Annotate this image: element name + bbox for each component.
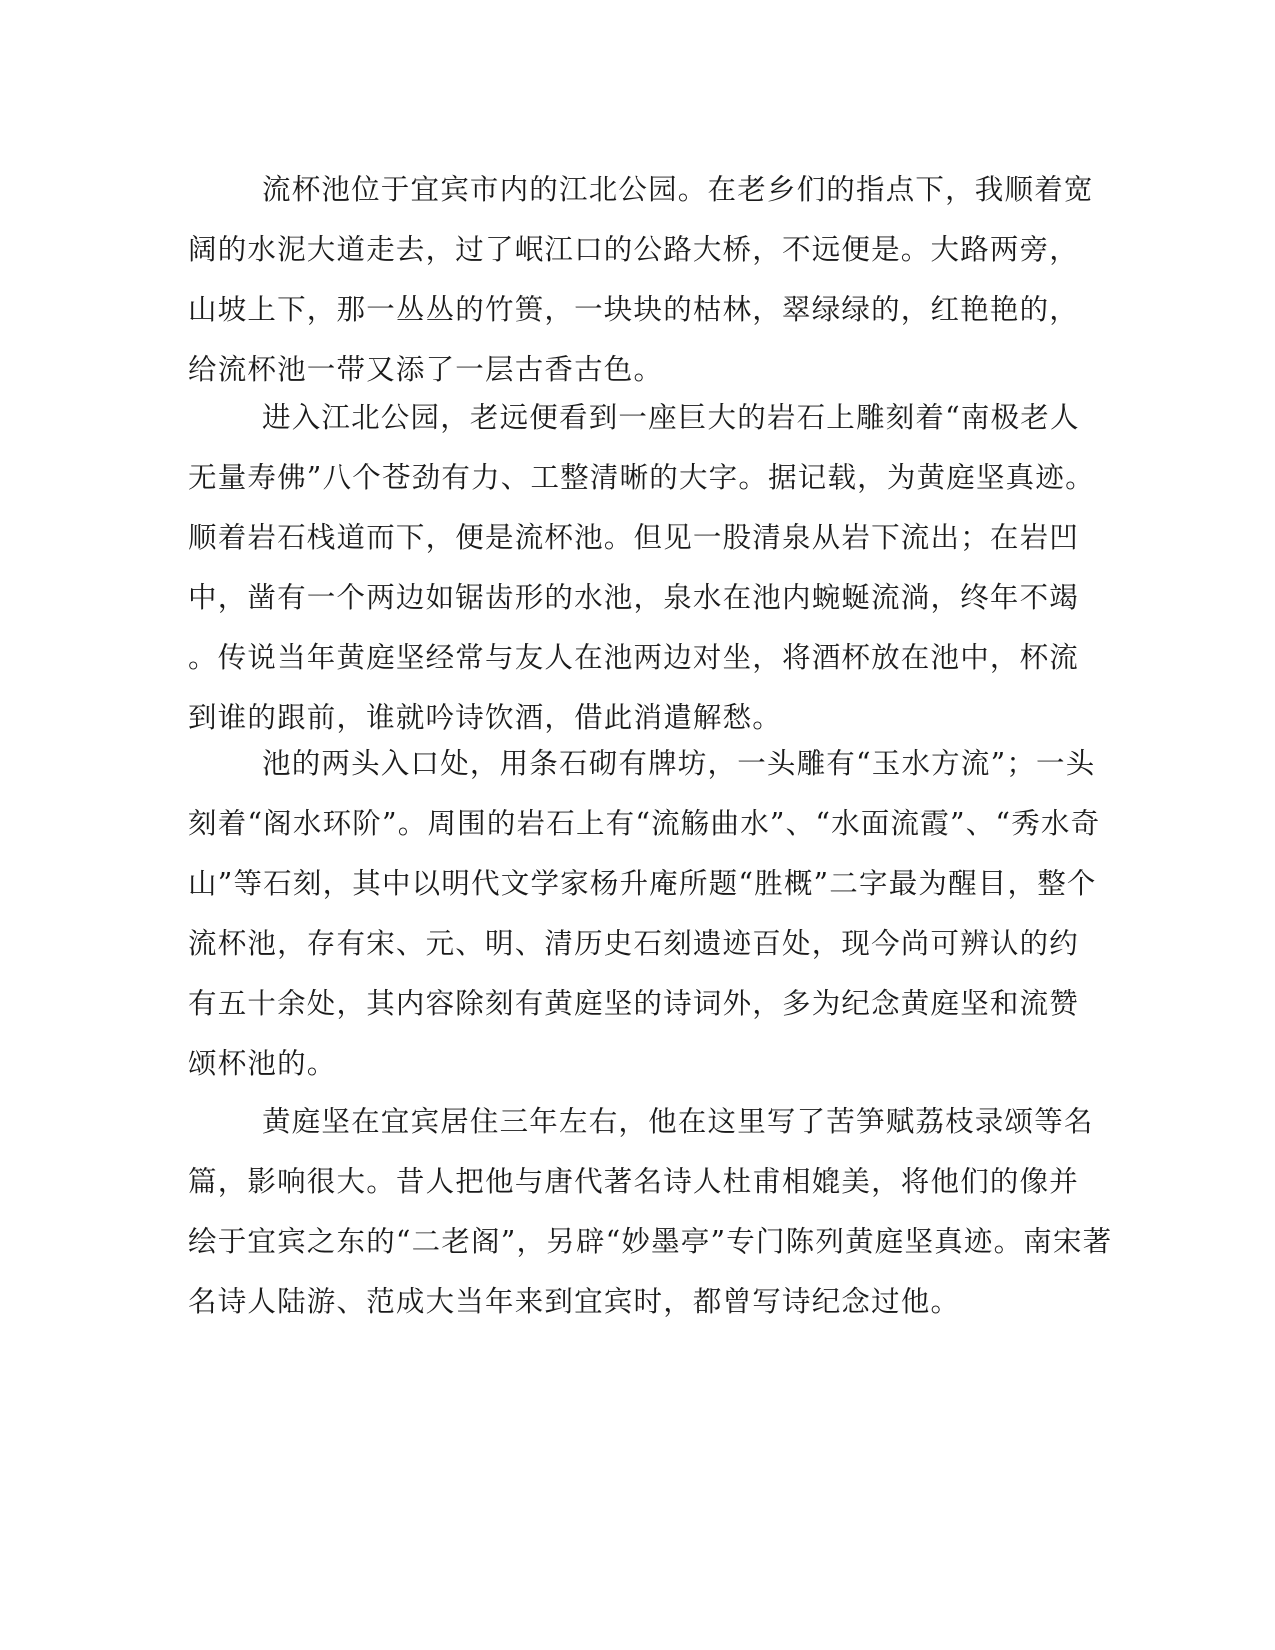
text-line: 顺着岩石栈道而下，便是流杯池。但见一股清泉从岩下流出；在岩凹	[188, 521, 1080, 554]
text-line: 给流杯池一带又添了一层古香古色。	[188, 353, 664, 386]
text-line: 池的两头入口处，用条石砌有牌坊，一头雕有“玉水方流”；一头	[262, 747, 1096, 780]
text-line: 刻着“阁水环阶”。周围的岩石上有“流觞曲水”、“水面流霞”、“秀水奇	[188, 807, 1101, 840]
text-line: 山坡上下，那一丛丛的竹篑，一块块的枯林，翠绿绿的，红艳艳的，	[188, 293, 1080, 326]
paragraph-4	[188, 1092, 1113, 1332]
text-line: 到谁的跟前，谁就吟诗饮酒，借此消遣解愁。	[188, 701, 783, 734]
paragraph-3	[188, 734, 1101, 1094]
paragraph-2	[188, 388, 1095, 748]
text-line: 绘于宜宾之东的“二老阁”，另辟“妙墨亭”专门陈列黄庭坚真迹。南宋著	[188, 1225, 1113, 1258]
text-line: 。传说当年黄庭坚经常与友人在池两边对坐，将酒杯放在池中，杯流	[188, 641, 1080, 674]
text-line: 名诗人陆游、范成大当年来到宜宾时，都曾写诗纪念过他。	[188, 1285, 961, 1318]
text-line: 中，凿有一个两边如锯齿形的水池，泉水在池内蜿蜒流淌，终年不竭	[188, 581, 1080, 614]
text-line: 有五十余处，其内容除刻有黄庭坚的诗词外，多为纪念黄庭坚和流赞	[188, 987, 1080, 1020]
text-line: 篇，影响很大。昔人把他与唐代著名诗人杜甫相媲美，将他们的像并	[188, 1165, 1080, 1198]
text-line: 流杯池位于宜宾市内的江北公园。在老乡们的指点下，我顺着宽	[262, 173, 1094, 206]
text-line: 流杯池，存有宋、元、明、清历史石刻遗迹百处，现今尚可辨认的约	[188, 927, 1080, 960]
text-line: 无量寿佛”八个苍劲有力、工整清晰的大字。据记载，为黄庭坚真迹。	[188, 461, 1095, 494]
text-line: 颂杯池的。	[188, 1047, 337, 1080]
text-line: 山”等石刻，其中以明代文学家杨升庵所题“胜概”二字最为醒目，整个	[188, 867, 1097, 900]
paragraph-1	[188, 160, 1094, 400]
text-line: 黄庭坚在宜宾居住三年左右，他在这里写了苦笋赋荔枝录颂等名	[262, 1105, 1094, 1138]
text-line: 阔的水泥大道走去，过了岷江口的公路大桥，不远便是。大路两旁，	[188, 233, 1080, 266]
text-line: 进入江北公园，老远便看到一座巨大的岩石上雕刻着“南极老人	[262, 401, 1080, 434]
